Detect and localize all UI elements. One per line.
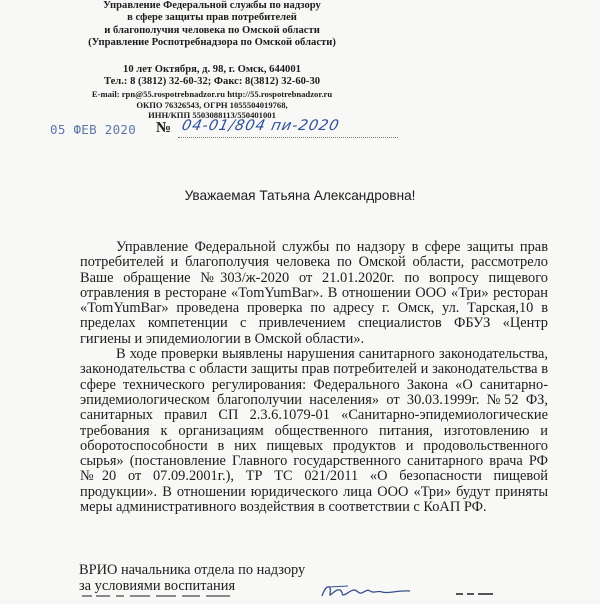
body-paragraph-1: Управление Федеральной службы по надзору в сфере защиты прав потребителей и благополучия человека по Омской области, рассмотрело Ваше обращение №303/ж-2020 от 21.01.2020г. по вопросу пищевого отравления в ресторане «TomYumBar». В отношении ООО «Три» ресторан «TomYumBar» проведена проверка по адресу г. Омск, ул. Тарская,10 в пределах компетенции с привлечением специалистов ФБУЗ «Центр гигиены и эпидемиологии в Омской области».	[80, 239, 548, 347]
number-label: №	[156, 120, 172, 136]
signature-line-1: ВРИО начальника отдела по надзору	[79, 562, 306, 578]
signature-line-2: за условиями воспитания	[79, 577, 236, 594]
org-email: E-mail: rpn@55.rospotrebnadzor.ru http://55.rospotrebnadzor.ru	[91, 89, 333, 100]
salutation: Уважаемая Татьяна Александровна!	[184, 188, 416, 203]
registration-number: 04-01/804 пи-2020	[180, 118, 342, 134]
letterhead	[62, 0, 362, 120]
org-name-line-1: Управление Федеральной службы по надзору	[103, 0, 321, 11]
org-okpo: ОКПО 76326543, ОГРН 1055504019768,	[136, 99, 288, 110]
signer-initials-cut	[455, 588, 495, 604]
body-paragraph-2: В ходе проверки выявлены нарушения санитарного законодательства, законодательства с области защиты прав потребителей и законодательства в сфере технического регулирования: Федерального Закона «О санитарно-эпидемиологическом благополучии населения» от 30.03.1999г. №52 ФЗ, санитарных правил СП 2.3.6.1079-01 «Санитарно-эпидемиологические требования к организациям общественного питания, изготовлению и оборотоспособности в них пищевых продуктов и продовольственного сырья» (постановление Главного государственного санитарного врача РФ №20 от 07.09.2001г.), ТР ТС 021/2011 «О безопасности пищевой продукции». В отношении юридического лица ООО «Три» будут приняты меры административного воздействия в соответствии с КоАП РФ.	[80, 346, 548, 516]
date-stamp: 05 ФЕВ 2020	[50, 122, 137, 137]
org-inn: ИНН/КПП 5503088113/550401001	[148, 109, 276, 120]
handwritten-signature	[318, 582, 418, 600]
registration-stamp	[50, 118, 370, 142]
number-underline	[178, 137, 398, 138]
signature-line-cut	[80, 593, 250, 600]
cut-off-initials-mark	[455, 588, 495, 600]
signature-block	[79, 563, 305, 594]
org-address: 10 лет Октября, д. 98, г. Омск, 644001	[123, 63, 301, 75]
org-name-line-3: и благополучия человека по Омской области	[104, 24, 320, 36]
org-phones: Тел.: 8 (3812) 32-60-32; Факс: 8(3812) 32-60-30	[103, 76, 321, 88]
letter-body	[80, 240, 548, 515]
org-name-line-2: в сфере защиты прав потребителей	[127, 12, 297, 24]
cut-off-text-mark	[80, 595, 250, 600]
org-name-line-4: (Управление Роспотребнадзора по Омской области)	[88, 37, 336, 49]
